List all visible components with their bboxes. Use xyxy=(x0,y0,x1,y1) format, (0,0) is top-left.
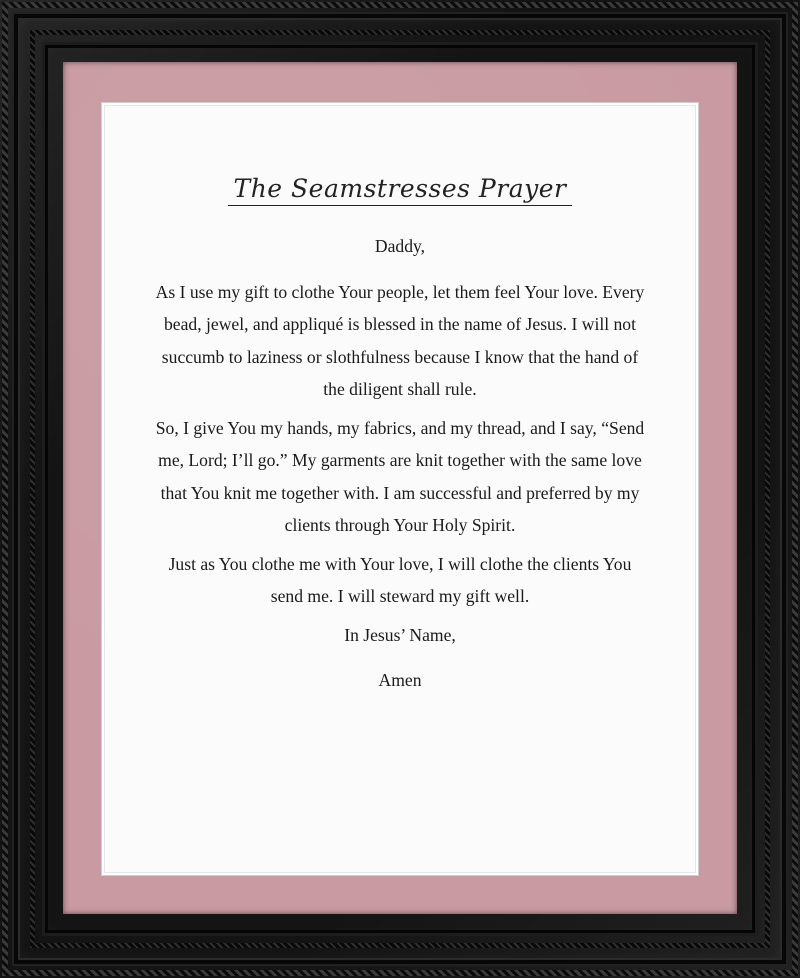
prayer-paragraph-2: So, I give You my hands, my fabrics, and my thread, and I say, “Send me, Lord; I’ll go.” My garments are knit together with the same love that You knit me together with. I am successful and preferred by my clients through Your Holy Spirit. xyxy=(155,417,645,535)
prayer-closing: In Jesus’ Name, xyxy=(344,624,456,645)
prayer-paper xyxy=(105,106,695,872)
prayer-title-text: The Seamstresses Prayer xyxy=(228,174,573,206)
prayer-body xyxy=(155,230,645,703)
prayer-paragraph-1: As I use my gift to clothe Your people, let them feel Your love. Every bead, jewel, and appliqué is blessed in the name of Jesus. I will not succumb to laziness or slothfulness because I know that the hand of the diligent shall rule. xyxy=(155,281,645,399)
prayer-greeting: Daddy, xyxy=(374,236,426,256)
prayer-title xyxy=(105,174,695,206)
prayer-amen: Amen xyxy=(378,670,422,690)
prayer-paragraph-3: Just as You clothe me with Your love, I will clothe the clients You send me. I will steward my gift well. xyxy=(168,553,632,606)
